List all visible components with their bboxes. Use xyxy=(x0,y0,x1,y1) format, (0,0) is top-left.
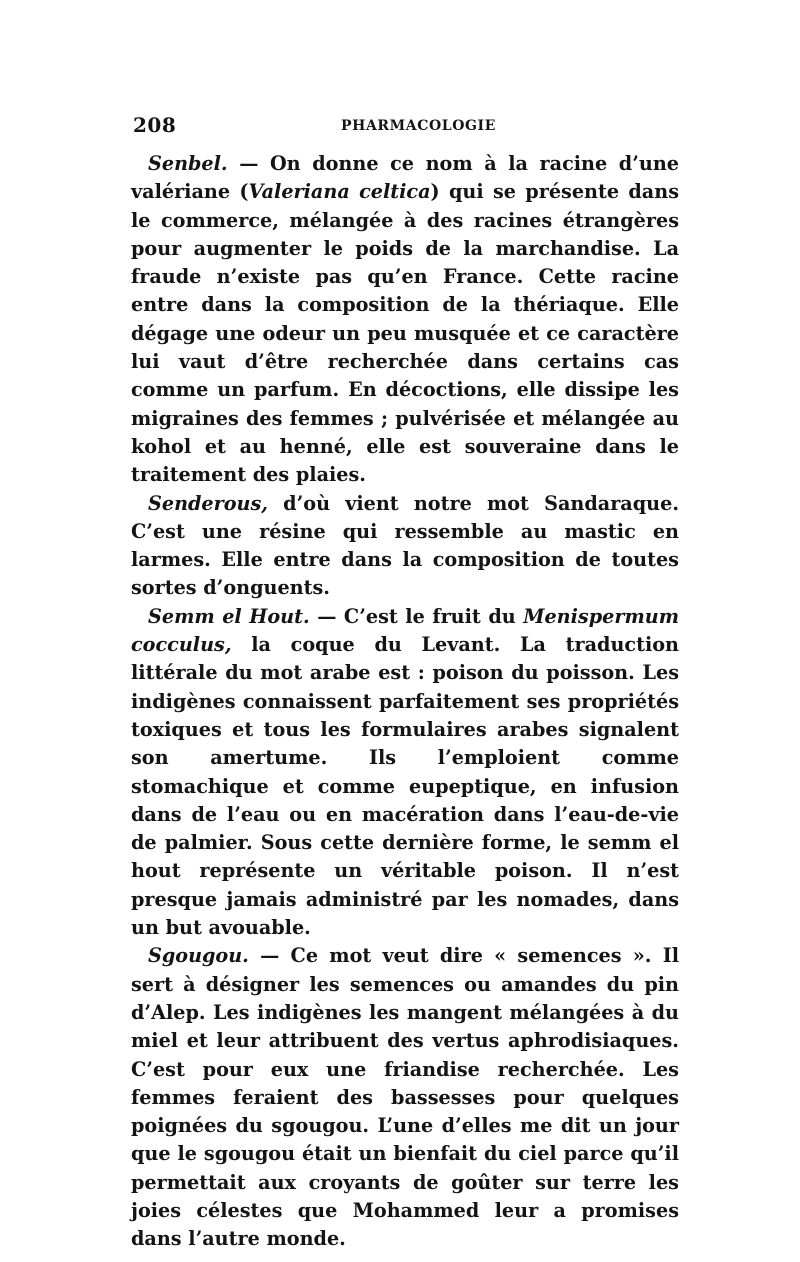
running-title: PHARMACOLOGIE xyxy=(341,118,496,134)
entry-term: Senderous, xyxy=(148,491,268,515)
body-text xyxy=(131,150,679,1254)
entry-sgougou xyxy=(131,942,679,1253)
latin-name: Valeriana celtica xyxy=(248,180,431,204)
entry-text: ) qui se présente dans le commerce, mélangée à des racines étrangères pour augmenter le poids de la marchandise. La fraude n’existe pas qu’en France. Cette racine entre dans la composition de la thériaque. Elle dégage une odeur un peu musquée et ce caractère lui vaut d’être recherchée dans certains cas comme un parfum. En décoctions, elle dissipe les migraines des femmes ; pulvérisée et mélangée au kohol et au henné, elle est souveraine dans le traitement des plaies. xyxy=(131,180,679,487)
entry-text: la coque du Levant. La traduction littérale du mot arabe est : poison du poisson. Les indigènes connaissent parfaitement ses propriétés toxiques et tous les formulaires arabes signalent son amertume. Ils l’emploient comme stomachique et comme eupeptique, en infusion dans de l’eau ou en macération dans l’eau-de-vie de palmier. Sous cette dernière forme, le semm el hout représente un véritable poison. Il n’est presque jamais administré par les nomades, dans un but avouable. xyxy=(131,633,679,940)
entry-term: Sgougou. xyxy=(148,944,249,968)
entry-term: Semm el Hout. xyxy=(148,604,310,628)
entry-text: — On donne ce nom à la racine d’une valériane ( xyxy=(131,152,679,204)
entry-term: Senbel. xyxy=(148,152,228,175)
entry-text: — Ce mot veut dire « semences ». Il sert à désigner les semences ou amandes du pin d’Alep. Les indigènes les mangent mélangées à du miel et leur attribuent des vertus aphrodisiaques. C’est pour eux une friandise recherchée. Les femmes feraient des bassesses pour quelques poignées du sgougou. L’une d’elles me dit un jour que le sgougou était un bienfait du ciel parce qu’il permettait aux croyants de goûter sur terre les joies célestes que Mohammed leur a promises dans l’autre monde. xyxy=(131,944,679,1251)
page-number: 208 xyxy=(133,113,177,137)
running-head xyxy=(133,113,676,143)
entry-text: — C’est le fruit du xyxy=(309,604,524,628)
entry-senbel xyxy=(131,150,679,490)
entry-senderous xyxy=(131,490,679,603)
entry-text: d’où vient notre mot Sandaraque. C’est une résine qui ressemble au mastic en larmes. Elle entre dans la composition de toutes sortes d’onguents. xyxy=(131,491,679,600)
entry-semm-el-hout xyxy=(131,603,679,943)
latin-name: Menispermum cocculus, xyxy=(131,604,680,657)
